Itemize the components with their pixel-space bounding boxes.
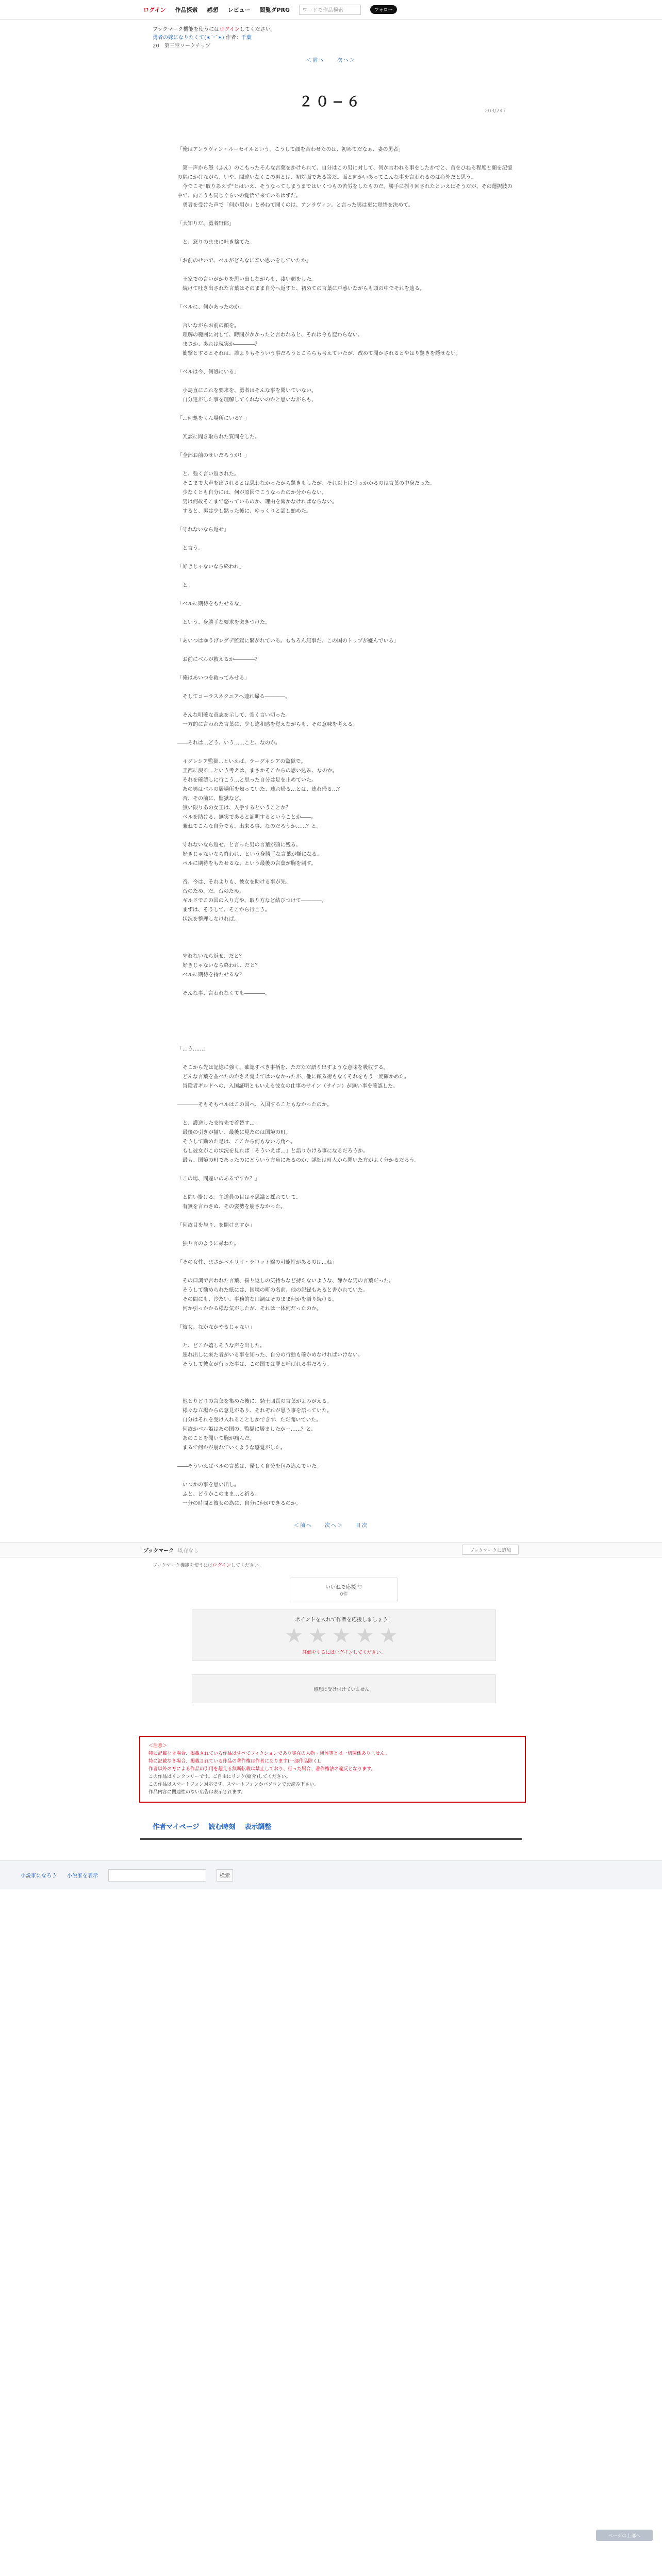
bookmark-notice bbox=[153, 26, 662, 34]
paragraph-gap bbox=[177, 1008, 512, 1017]
good-label: いいねで応援 ♡ bbox=[325, 1585, 362, 1590]
author-link[interactable]: 千葉 bbox=[241, 35, 252, 41]
paragraph-gap bbox=[177, 294, 512, 303]
global-nav bbox=[0, 0, 662, 20]
login-link-header[interactable]: ログイン bbox=[219, 27, 240, 32]
body-paragraph: 続けて吐き出された言葉はそのまま自分へ返すと、初めての言葉に戸惑いながらも頭の中でそれを辿る。 bbox=[177, 286, 425, 292]
body-paragraph: 王家での言いがかりを思い出しながらも、凄い顔をした。 bbox=[177, 277, 317, 282]
paragraph-gap bbox=[177, 1026, 512, 1036]
login-link[interactable]: ログイン bbox=[143, 6, 166, 13]
body-paragraph: 何か引っかかる様な気がしたが、それは一体何だったのか。 bbox=[177, 1306, 322, 1312]
body-paragraph: 「お前のせいで、ベルがどんなに辛い思いをしていたか」 bbox=[177, 258, 311, 264]
paragraph-gap bbox=[177, 702, 512, 711]
body-paragraph: まずは、そうして、そこから行こう。 bbox=[177, 907, 270, 913]
point-note bbox=[197, 1649, 490, 1655]
body-paragraph: その間にも、冷たい、事務的な口調はそのまま何かを語り続ける。 bbox=[177, 1297, 337, 1302]
good-button[interactable] bbox=[290, 1578, 398, 1602]
body-paragraph: その口調で言われた言葉、揺り返しの気持ちなど持たないような、静かな男の言葉だった。 bbox=[177, 1278, 394, 1284]
rating-stars-icon[interactable]: ★★★★★ bbox=[285, 1624, 403, 1648]
paragraph-gap bbox=[177, 980, 512, 989]
body-paragraph: と、怒りのままに吐き捨てた。 bbox=[177, 240, 255, 245]
point-note-suffix: してください。 bbox=[353, 1650, 386, 1655]
notice-heading: ＜注意＞ bbox=[148, 1743, 168, 1749]
impression-box: 感想は受け付けていません。 bbox=[192, 1674, 496, 1703]
body-paragraph: ――そういえばベルの言葉は、優しく自分を包み込んでいた。 bbox=[177, 1464, 322, 1469]
paragraph-gap bbox=[177, 934, 512, 943]
notice-line: 特に記載なき場合、掲載されている作品の著作権は作者にあります(一部作品除く)。 bbox=[148, 1759, 324, 1764]
novel-body bbox=[177, 145, 512, 1509]
paragraph-gap bbox=[177, 359, 512, 368]
body-paragraph: それを確認しに行こう…と思った自分は足を止めていた。 bbox=[177, 777, 317, 783]
body-paragraph: そんな明確な意志を示して、強く言い切った。 bbox=[177, 713, 291, 718]
body-paragraph: と、護送した支持先で着替す…。 bbox=[177, 1121, 260, 1126]
body-paragraph: ベルに期待を持たせるな？ bbox=[177, 972, 244, 978]
body-paragraph: お前にベルが救えるか――――？ bbox=[177, 657, 260, 663]
body-paragraph: 理解の範囲に対して、時間がかかったと言われると、それは今も変わらない。 bbox=[177, 332, 363, 338]
body-paragraph: 「ベルに、何かあったのか」 bbox=[177, 304, 244, 310]
paragraph-gap bbox=[177, 1230, 512, 1240]
body-paragraph: 守れないなら返せ、だと？ bbox=[177, 954, 244, 959]
paragraph-gap bbox=[177, 1453, 512, 1462]
body-paragraph: 守れないなら返せ、と言った男の言葉が頭に残る。 bbox=[177, 842, 301, 848]
body-paragraph: 「…何処をくん場所にいる？」 bbox=[177, 416, 250, 421]
body-paragraph: と問い掛ける。主道員の目は不思議と揺れていて、 bbox=[177, 1195, 301, 1200]
body-paragraph: 自分はそれを受け入れることしかできず、ただ聞いていた。 bbox=[177, 1417, 322, 1423]
paragraph-gap bbox=[177, 210, 512, 219]
body-paragraph: 「彼女、なかなかやるじゃない」 bbox=[177, 1325, 255, 1330]
body-paragraph: ――それは…どう、いう……こと、なのか。 bbox=[177, 740, 280, 746]
page-number: 203/247 bbox=[485, 108, 506, 114]
body-paragraph: と、どこか嬉しそうな声を出した。 bbox=[177, 1343, 265, 1349]
paragraph-gap bbox=[177, 461, 512, 470]
paragraph-gap bbox=[177, 1332, 512, 1342]
paragraph-gap bbox=[177, 1184, 512, 1193]
body-paragraph: 「好きじゃないなら終われ」 bbox=[177, 564, 244, 570]
body-paragraph: 第一声から怒（ふん）のこもったそんな言葉をかけられて、自分はこの男に対して、何か言われる事をしたかでと、首をひねる程度と顔を記憶の隅にかけながら、いや、間違いなくこの男とは、初対面である筈だ。面と向かいあってこんな事を言われるのは心外だと思う。 bbox=[177, 165, 512, 180]
body-paragraph: そしてコーラスネクニアへ連れ帰る――――。 bbox=[177, 694, 291, 700]
body-paragraph: 衝撃とするとそれは、誰よりもそういう事だろうとこちらも考えていたが、改めて聞かされるとやはり驚きを隠せない。 bbox=[177, 351, 461, 357]
paragraph-gap bbox=[177, 247, 512, 257]
reaction-note-suffix: してください。 bbox=[230, 1563, 263, 1568]
paragraph-gap bbox=[177, 266, 512, 275]
add-bookmark-button[interactable]: ブックマークに追加 bbox=[462, 1545, 519, 1555]
paragraph-gap bbox=[177, 832, 512, 841]
body-paragraph: 冗談に聞き取られた質問をした。 bbox=[177, 434, 260, 440]
body-paragraph: 「守れないなら返せ」 bbox=[177, 527, 229, 533]
bookmark-bar bbox=[0, 1542, 662, 1557]
notice-line: この作品はスマートフォン対応です。スマートフォンかパソコンでお読み下さい。 bbox=[148, 1782, 319, 1787]
paragraph-gap bbox=[177, 1091, 512, 1100]
pager-bottom[interactable]: ＜前へ 次へ＞ 目次 bbox=[294, 1523, 368, 1529]
chapter-title: ２０−６ bbox=[299, 94, 363, 110]
body-paragraph: 好きじゃないなら終われ、という身勝手な言葉が嫌になる。 bbox=[177, 852, 322, 857]
paragraph-gap bbox=[177, 516, 512, 526]
body-paragraph: 冒険者ギルドへの、入国証明ともいえる彼女の仕事のサイン（サイン）が無い事を確認した。 bbox=[177, 1083, 399, 1089]
body-paragraph: まるで何かが崩れていくような感覚がした。 bbox=[177, 1445, 286, 1451]
body-paragraph: 最も、国境の町であったのにどういう方角にあるのか、詳細は町人から聞いた方がよく分かるだろう。 bbox=[177, 1158, 420, 1163]
body-paragraph: 一分の時間と彼女の為に、自分に何ができるのか。 bbox=[177, 1501, 301, 1506]
body-paragraph: あの男はベルの居場所を知っていた、連れ帰る…とは、連れ帰る…？ bbox=[177, 787, 342, 792]
footer-links bbox=[153, 1821, 662, 1831]
point-heading: ポイントを入れて作者を応援しましょう！ bbox=[295, 1617, 393, 1623]
body-paragraph: 好きじゃないなら終われ、だと？ bbox=[177, 963, 260, 969]
body-paragraph: そんな事、言われなくても――――。 bbox=[177, 991, 270, 996]
body-paragraph: 「ベルに期待をもたせるな」 bbox=[177, 601, 244, 607]
footer-divider bbox=[140, 1838, 522, 1840]
paragraph-gap bbox=[177, 1388, 512, 1397]
body-paragraph: 「大知りだ、勇者野郎」 bbox=[177, 221, 234, 227]
paragraph-gap bbox=[177, 155, 512, 164]
paragraph-gap bbox=[177, 1212, 512, 1221]
body-paragraph: ふと、どうかこのまま…と祈る。 bbox=[177, 1492, 260, 1497]
body-paragraph: まさか、あれは現実か――――？ bbox=[177, 342, 260, 347]
reading-time-link[interactable]: 読む時刻 bbox=[208, 1823, 236, 1831]
site-novel-link[interactable]: 小説家を表示 bbox=[67, 1873, 98, 1879]
body-paragraph: どんな言葉を並べたのかさえ覚えてはいなかったが、他に頼る術もなくそれをもう一度確かめた。 bbox=[177, 1074, 409, 1080]
body-paragraph: ベルに期待をもたせるな、という最後の言葉が胸を刺す。 bbox=[177, 861, 317, 867]
notice-line: 作品内容に関連性のない広告は表示されます。 bbox=[148, 1790, 246, 1795]
body-paragraph: という、身勝手な要求を突きつけた。 bbox=[177, 620, 270, 625]
paragraph-gap bbox=[177, 1036, 512, 1045]
paragraph-gap bbox=[177, 377, 512, 386]
bottom-search-input[interactable] bbox=[108, 1869, 206, 1882]
reaction-note-text: ブックマーク機能を使うには bbox=[153, 1563, 213, 1568]
paragraph-gap bbox=[177, 1017, 512, 1026]
paragraph-gap bbox=[177, 1165, 512, 1175]
body-paragraph: と。 bbox=[177, 583, 193, 588]
nav-item-impressions[interactable]: 感想 bbox=[207, 6, 219, 13]
body-paragraph: 小島直にこれを要求を、勇者はそんな事を聞いていない。 bbox=[177, 388, 317, 394]
notice-line: 作者以外の方による作品の引用を超える無断転載は禁止しており、行った場合、著作権法の違反となります。 bbox=[148, 1767, 376, 1772]
body-paragraph: そうして勤めた足は、ここから何もない方角へ。 bbox=[177, 1139, 296, 1145]
novel-header bbox=[0, 20, 662, 50]
paragraph-gap bbox=[177, 609, 512, 618]
paragraph-gap bbox=[177, 590, 512, 600]
notice-line: この作品はリンクフリーです。ご自由にリンク(紹介)してください。 bbox=[148, 1774, 291, 1780]
body-paragraph: ベルを助ける、無実であると証明するということか――。 bbox=[177, 815, 317, 820]
body-paragraph: と、強く言い返された。 bbox=[177, 471, 239, 477]
paragraph-gap bbox=[177, 628, 512, 637]
body-paragraph: 言いながらお前の顔を。 bbox=[177, 323, 239, 329]
body-paragraph: 王都に戻る…という考えは、まさかそこからの思い込み、なのか。 bbox=[177, 768, 338, 774]
body-paragraph: 男は何故そこまで怒っているのか、理由を聞かなければならない。 bbox=[177, 499, 337, 505]
bookmark-notice-suffix: してください。 bbox=[239, 27, 276, 32]
body-paragraph: 何故かベル姫はあの国の、監獄に居ましたかー……？と。 bbox=[177, 1427, 317, 1432]
body-paragraph: 様々な立場からの意見があり、それぞれが思う事を語っていた。 bbox=[177, 1408, 332, 1414]
bookmark-status: 既存なし bbox=[178, 1548, 199, 1554]
body-paragraph: 否、その前に、監獄など。 bbox=[177, 796, 244, 802]
site-home-link[interactable]: 小説家になろう bbox=[21, 1873, 57, 1879]
body-paragraph: そこまで大声を出されるとは思わなかったから驚きもしたが、それ以上に引っかかるのは言葉の中身だった。 bbox=[177, 481, 435, 486]
chapter-group-label: 20 第三章ワークチップ bbox=[153, 43, 211, 49]
nav-item-history[interactable]: 閲覧ダPRG bbox=[259, 6, 290, 13]
paragraph-gap bbox=[177, 748, 512, 757]
body-paragraph: 「…う……」 bbox=[177, 1046, 208, 1052]
body-paragraph: イグレシア監獄…といえば、ラーグネシアの監獄で。 bbox=[177, 759, 306, 765]
body-paragraph: ギルドでこの国の入り方や、取り方など結びつけて――――。 bbox=[177, 898, 327, 904]
body-paragraph: そこから先は記憶に強く、確認すべき事柄を、ただただ語り出すような意味を吸収する。 bbox=[177, 1065, 389, 1071]
paragraph-gap bbox=[177, 646, 512, 655]
series-title-link[interactable]: 勇者の嫁になりたくて(∗ˊᵕˋ∗) bbox=[153, 35, 224, 41]
body-paragraph: 「俺はアンラヴィン・ルーセイルという。こうして顔を合わせたのは、初めてだなぁ、妻の勇者」 bbox=[177, 147, 404, 152]
body-paragraph: 「ベルは今、何処にいる」 bbox=[177, 369, 239, 375]
paragraph-gap bbox=[177, 423, 512, 433]
paragraph-gap bbox=[177, 665, 512, 674]
paragraph-gap bbox=[177, 442, 512, 451]
body-paragraph: すると、男は少し黙った後に、ゆっくりと話し始めた。 bbox=[177, 509, 311, 514]
paragraph-gap bbox=[177, 312, 512, 321]
paragraph-gap bbox=[177, 572, 512, 581]
rating-section bbox=[192, 1578, 496, 1703]
notice-line: 特に記載なき場合、掲載されている作品はすべてフィクションであり実在の人物・団体等とは一切関係ありません。 bbox=[148, 1751, 390, 1756]
paragraph-gap bbox=[177, 1379, 512, 1388]
paragraph-gap bbox=[177, 1110, 512, 1119]
point-box bbox=[192, 1609, 496, 1661]
nav-item-explore[interactable]: 作品探索 bbox=[175, 6, 198, 13]
page-bottom-space bbox=[0, 1889, 662, 2095]
paragraph-gap bbox=[177, 924, 512, 934]
bookmark-label: ブックマーク bbox=[143, 1548, 174, 1554]
bottom-bar bbox=[0, 1860, 662, 1889]
display-settings-link[interactable]: 表示調整 bbox=[244, 1823, 272, 1831]
body-paragraph: 連れ出しに来た者がいる事を知った、自分の行動も確かめなければいけない。 bbox=[177, 1352, 363, 1358]
paragraph-gap bbox=[177, 730, 512, 739]
body-paragraph: いつかの事を思い出し。 bbox=[177, 1482, 239, 1488]
body-paragraph: 独り言のように尋ねた。 bbox=[177, 1241, 239, 1247]
body-paragraph: 他とりどりの言葉を集めた後に、騎士団長の言葉がよみがえる。 bbox=[177, 1399, 332, 1404]
body-paragraph: 勇者を受けた声で「何か用か」と尋ねて聞くのは、アンラヴィン。と言った男は更に覚悟を決めて。 bbox=[177, 202, 413, 208]
body-paragraph: 「その女性、まさかベルリオ・ラコット嬢の可能性があるのは…ね」 bbox=[177, 1260, 337, 1265]
bookmark-notice-text: ブックマーク機能を使うには bbox=[153, 27, 220, 32]
body-paragraph: 「何故目を与り、を開けますか」 bbox=[177, 1223, 255, 1228]
search-input[interactable]: ワードで作品検索 bbox=[299, 5, 361, 15]
body-paragraph: 自分達がした事を理解してくれないのかと思いながらも、 bbox=[177, 397, 317, 403]
author-mypage-link[interactable]: 作者マイページ bbox=[153, 1823, 200, 1831]
body-paragraph: そうして勧められた紙には、国境の町の名前、他の記録もあると書かれていた。 bbox=[177, 1287, 368, 1293]
paragraph-gap bbox=[177, 1369, 512, 1379]
body-paragraph: 状況を整理しなければ。 bbox=[177, 917, 239, 922]
paragraph-gap bbox=[177, 683, 512, 692]
paragraph-gap bbox=[177, 869, 512, 878]
body-paragraph: 「あいつはゆうげレグデ監獄に繋がれている。もちろん無事だ。この国のトップが嫌んでいる」 bbox=[177, 638, 399, 644]
body-paragraph: 少なくとも自分には、何が原因でこうなったのか分からない。 bbox=[177, 490, 327, 496]
pager-top[interactable]: ＜前へ 次へ＞ bbox=[306, 58, 356, 63]
paragraph-gap bbox=[177, 1267, 512, 1277]
paragraph-gap bbox=[177, 998, 512, 1008]
paragraph-gap bbox=[177, 535, 512, 544]
notice-box bbox=[139, 1736, 526, 1803]
body-paragraph: 一方的に言われた言葉に、少し違和感を覚えながらも、その意味を考える。 bbox=[177, 722, 358, 727]
x-follow-button[interactable]: フォロー bbox=[370, 5, 397, 14]
body-paragraph: 最後の引きが揃い、最後に見たのは国境の町。 bbox=[177, 1130, 291, 1136]
body-paragraph: 無い限りあの女王は、入手するということか？ bbox=[177, 805, 291, 811]
login-link-rating[interactable]: ログイン bbox=[335, 1650, 353, 1655]
body-paragraph: 「この場、間違いのあるですか？」 bbox=[177, 1176, 260, 1182]
paragraph-gap bbox=[177, 1054, 512, 1063]
nav-item-reviews[interactable]: レビュー bbox=[227, 6, 251, 13]
body-paragraph: そうして彼女が行った事は、この国では罪と呼ばれる事だろう。 bbox=[177, 1362, 332, 1367]
paragraph-gap bbox=[177, 943, 512, 952]
body-paragraph: ――――そもそもベルはこの国へ、入国することもなかったのか。 bbox=[177, 1102, 332, 1108]
body-paragraph: 「俺はあいつを救ってみせる」 bbox=[177, 675, 250, 681]
body-paragraph: あのことを聞いて胸が痛んだ。 bbox=[177, 1436, 255, 1442]
paragraph-gap bbox=[177, 229, 512, 238]
good-count: 0件 bbox=[340, 1592, 348, 1597]
login-link-reaction[interactable]: ログイン bbox=[212, 1563, 231, 1568]
body-paragraph: 「全部お前のせいだろうが！」 bbox=[177, 453, 250, 459]
paragraph-gap bbox=[177, 1471, 512, 1481]
paragraph-gap bbox=[177, 553, 512, 563]
point-note-prefix: 評価をするには bbox=[302, 1650, 335, 1655]
body-paragraph: 否、今は、それよりも、彼女を助ける事が先。 bbox=[177, 879, 291, 885]
body-paragraph: 今でこそ"取りあえず"とはいえ、そうなってしまうまではいくつもの苦労をしたものだ。勝手に振り回されたといえばそうだが、その選択肢の中で、向こうも同じぐらいの覚悟で来ているはずだ。 bbox=[177, 184, 512, 199]
paragraph-gap bbox=[177, 405, 512, 414]
body-paragraph: と言う。 bbox=[177, 546, 203, 551]
author-label: 作者： bbox=[225, 35, 241, 41]
paragraph-gap bbox=[177, 1314, 512, 1323]
paragraph-gap bbox=[177, 1249, 512, 1258]
body-paragraph: 有無を言わさぬ、その姿勢を崩さなかった。 bbox=[177, 1204, 286, 1210]
scroll-top-button[interactable]: ページの上部へ bbox=[596, 2530, 653, 2541]
body-paragraph: 兼ねてこんな自分でも、出来る事、なのだろうか……？と。 bbox=[177, 824, 322, 829]
body-paragraph: もし彼女がこの状況を見れば「そういえば…」と語りかける事になるだろうか。 bbox=[177, 1148, 368, 1154]
body-paragraph: 否のため、だ。否のため。 bbox=[177, 889, 244, 894]
reaction-note bbox=[0, 1557, 662, 1568]
bottom-search-button[interactable]: 検索 bbox=[217, 1869, 233, 1882]
